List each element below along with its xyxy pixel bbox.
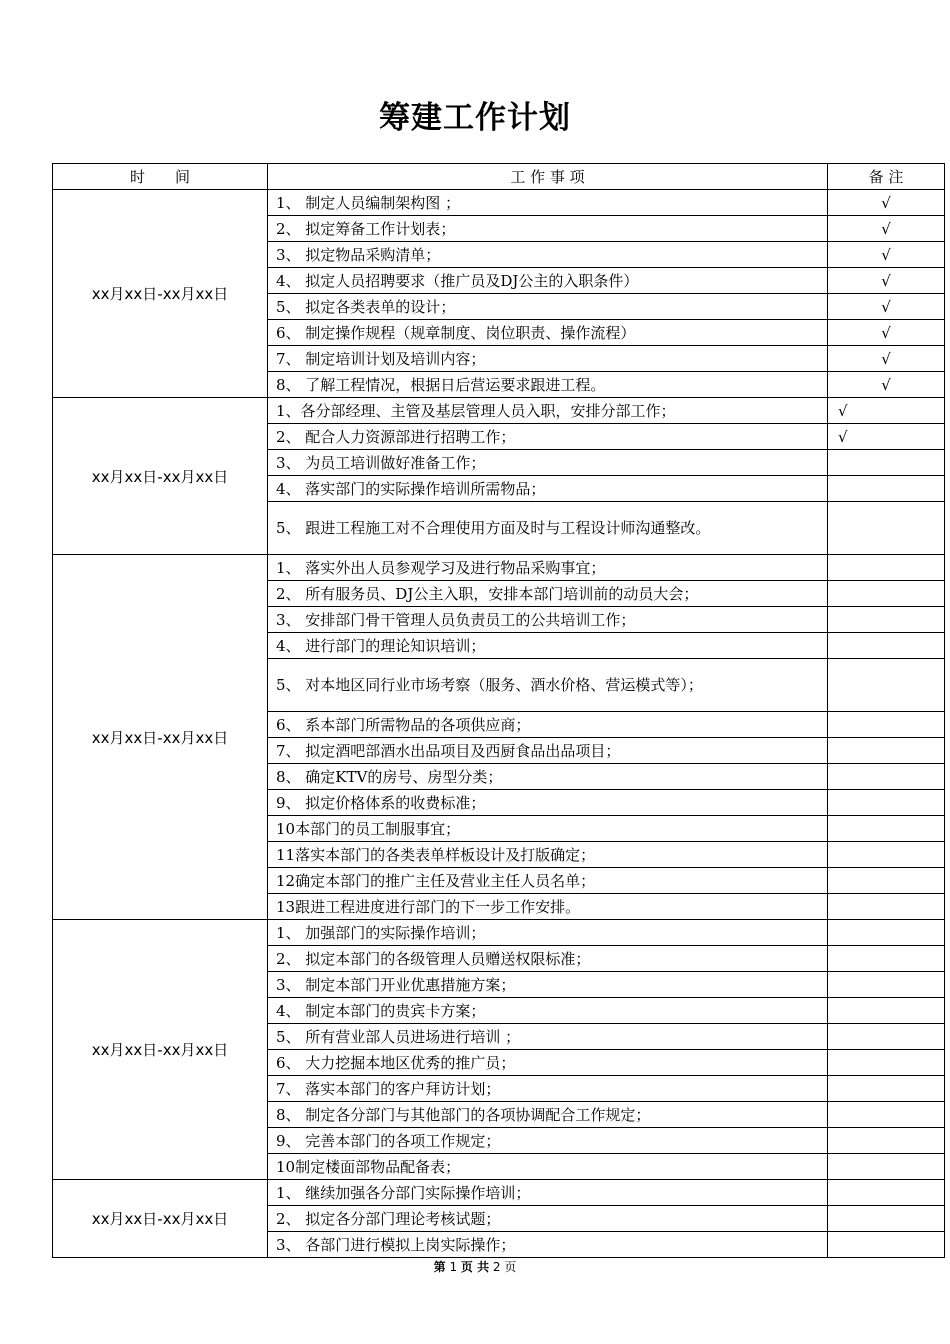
task-item: 5、 拟定各类表单的设计；: [268, 294, 828, 320]
note-cell: [828, 502, 945, 555]
note-cell: [828, 842, 945, 868]
task-item: 3、 制定本部门开业优惠措施方案；: [268, 972, 828, 998]
task-item: 1、 制定人员编制架构图 ；: [268, 190, 828, 216]
task-item: 2、 所有服务员、DJ公主入职，安排本部门培训前的动员大会；: [268, 581, 828, 607]
task-item: 6、 大力挖掘本地区优秀的推广员；: [268, 1050, 828, 1076]
task-item: 2、 拟定本部门的各级管理人员赠送权限标准；: [268, 946, 828, 972]
note-cell: [828, 712, 945, 738]
note-cell: [828, 998, 945, 1024]
task-item: 13跟进工程进度进行部门的下一步工作安排。: [268, 894, 828, 920]
note-cell: [828, 894, 945, 920]
task-item: 7、 落实本部门的客户拜访计划；: [268, 1076, 828, 1102]
header-time: 时 间: [53, 164, 268, 190]
table-row: [53, 398, 945, 424]
table-row: [53, 1180, 945, 1206]
task-item: 4、 制定本部门的贵宾卡方案；: [268, 998, 828, 1024]
note-cell: [828, 1102, 945, 1128]
note-cell: √: [828, 424, 945, 450]
note-cell: √: [828, 242, 945, 268]
task-item: 8、 确定KTV的房号、房型分类；: [268, 764, 828, 790]
note-cell: [828, 946, 945, 972]
table-header-row: [53, 164, 945, 190]
task-item: 2、 拟定筹备工作计划表；: [268, 216, 828, 242]
task-item: 8、 了解工程情况，根据日后营运要求跟进工程。: [268, 372, 828, 398]
task-item: 1、 继续加强各分部门实际操作培训；: [268, 1180, 828, 1206]
table-row: [53, 920, 945, 946]
note-cell: [828, 1180, 945, 1206]
task-item: 3、 各部门进行模拟上岗实际操作；: [268, 1232, 828, 1258]
page-title: 筹建工作计划: [379, 100, 571, 136]
task-item: 6、 系本部门所需物品的各项供应商；: [268, 712, 828, 738]
footer-page: 1: [449, 1260, 458, 1274]
note-cell: [828, 555, 945, 581]
task-item: 8、 制定各分部门与其他部门的各项协调配合工作规定；: [268, 1102, 828, 1128]
note-cell: [828, 659, 945, 712]
note-cell: [828, 1232, 945, 1258]
header-note: 备 注: [828, 164, 945, 190]
task-item: 1、 落实外出人员参观学习及进行物品采购事宜；: [268, 555, 828, 581]
footer-total: 2: [492, 1260, 501, 1274]
footer-suffix: 页: [504, 1260, 517, 1274]
note-cell: [828, 1050, 945, 1076]
note-cell: [828, 1206, 945, 1232]
note-cell: √: [828, 294, 945, 320]
task-item: 4、 落实部门的实际操作培训所需物品；: [268, 476, 828, 502]
task-item: 10制定楼面部物品配备表；: [268, 1154, 828, 1180]
note-cell: √: [828, 216, 945, 242]
period-cell: xx月xx日-xx月xx日: [53, 398, 268, 555]
task-item: 2、 配合人力资源部进行招聘工作；: [268, 424, 828, 450]
note-cell: [828, 764, 945, 790]
task-item: 5、 所有营业部人员进场进行培训 ；: [268, 1024, 828, 1050]
note-cell: [828, 868, 945, 894]
note-cell: [828, 1154, 945, 1180]
task-item: 6、 制定操作规程（规章制度、岗位职责、操作流程）: [268, 320, 828, 346]
note-cell: [828, 1076, 945, 1102]
note-cell: [828, 607, 945, 633]
task-item: 7、 制定培训计划及培训内容；: [268, 346, 828, 372]
note-cell: [828, 581, 945, 607]
task-item: 1、 加强部门的实际操作培训；: [268, 920, 828, 946]
task-item: 10本部门的员工制服事宜；: [268, 816, 828, 842]
note-cell: [828, 1128, 945, 1154]
note-cell: [828, 920, 945, 946]
footer-mid: 页 共: [460, 1260, 490, 1274]
note-cell: [828, 816, 945, 842]
period-cell: xx月xx日-xx月xx日: [53, 555, 268, 920]
note-cell: √: [828, 398, 945, 424]
plan-table: [52, 163, 945, 1258]
period-cell: xx月xx日-xx月xx日: [53, 1180, 268, 1258]
note-cell: [828, 633, 945, 659]
task-item: 5、 对本地区同行业市场考察（服务、酒水价格、营运模式等）；: [268, 659, 828, 712]
task-item: 3、 安排部门骨干管理人员负责员工的公共培训工作；: [268, 607, 828, 633]
task-item: 5、 跟进工程施工对不合理使用方面及时与工程设计师沟通整改。: [268, 502, 828, 555]
task-item: 3、 拟定物品采购清单；: [268, 242, 828, 268]
note-cell: √: [828, 268, 945, 294]
note-cell: [828, 790, 945, 816]
table-row: [53, 555, 945, 581]
task-item: 11落实本部门的各类表单样板设计及打版确定；: [268, 842, 828, 868]
table-row: [53, 190, 945, 216]
task-item: 9、 完善本部门的各项工作规定；: [268, 1128, 828, 1154]
note-cell: [828, 1024, 945, 1050]
task-item: 12确定本部门的推广主任及营业主任人员名单；: [268, 868, 828, 894]
page-footer: [0, 1258, 950, 1275]
note-cell: [828, 450, 945, 476]
task-item: 4、 进行部门的理论知识培训；: [268, 633, 828, 659]
note-cell: [828, 972, 945, 998]
task-item: 1、各分部经理、主管及基层管理人员入职，安排分部工作；: [268, 398, 828, 424]
task-item: 7、 拟定酒吧部酒水出品项目及西厨食品出品项目；: [268, 738, 828, 764]
note-cell: √: [828, 346, 945, 372]
note-cell: [828, 738, 945, 764]
note-cell: √: [828, 190, 945, 216]
period-cell: xx月xx日-xx月xx日: [53, 920, 268, 1180]
task-item: 4、 拟定人员招聘要求（推广员及DJ公主的入职条件）: [268, 268, 828, 294]
task-item: 2、 拟定各分部门理论考核试题；: [268, 1206, 828, 1232]
header-items: 工 作 事 项: [268, 164, 828, 190]
note-cell: √: [828, 320, 945, 346]
note-cell: √: [828, 372, 945, 398]
footer-prefix: 第: [433, 1260, 446, 1274]
task-item: 9、 拟定价格体系的收费标准；: [268, 790, 828, 816]
plan-table-body: [53, 164, 945, 1258]
period-cell: xx月xx日-xx月xx日: [53, 190, 268, 398]
note-cell: [828, 476, 945, 502]
task-item: 3、 为员工培训做好准备工作；: [268, 450, 828, 476]
